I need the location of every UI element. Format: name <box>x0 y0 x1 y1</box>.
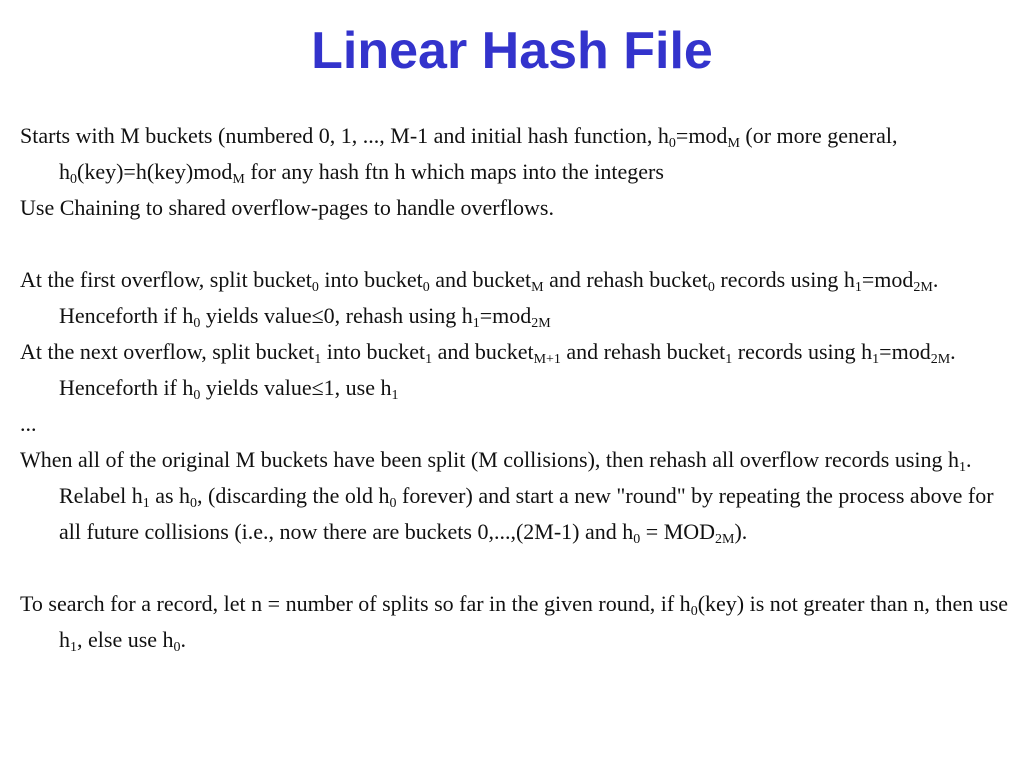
text-run: =mod <box>479 303 532 328</box>
text-run: , (discarding the old h <box>197 483 390 508</box>
text-run: . Henceforth if h <box>59 267 939 328</box>
text-run: into bucket <box>318 267 423 292</box>
paragraph-round-complete <box>20 442 1020 550</box>
subscript: 1 <box>314 352 322 367</box>
subscript: 2M <box>715 532 735 547</box>
text-run: and bucket <box>432 339 534 364</box>
subscript: M <box>232 172 245 187</box>
subscript: 1 <box>391 388 399 403</box>
text-run: At the next overflow, split bucket <box>20 339 315 364</box>
paragraph-initial-buckets <box>20 118 1020 190</box>
subscript: 0 <box>173 640 181 655</box>
subscript: 0 <box>389 496 397 511</box>
subscript: 1 <box>425 352 433 367</box>
subscript: 2M <box>930 352 951 367</box>
subscript: 0 <box>190 496 198 511</box>
text-run: . <box>180 627 187 652</box>
text-run: yields value≤0, rehash using h <box>200 303 473 328</box>
subscript: 0 <box>422 280 430 295</box>
text-run: , else use h <box>77 627 174 652</box>
subscript: 1 <box>472 316 480 331</box>
text-run: At the first overflow, split bucket <box>20 267 312 292</box>
subscript: 1 <box>959 460 967 475</box>
subscript: 1 <box>854 280 862 295</box>
text-run: (key)=h(key)mod <box>77 159 233 184</box>
text-run: forever) and start a new "round" by repeating the process above for all future collisions (i.e., now there are buckets 0,...,(2M-1) and h <box>59 483 994 544</box>
subscript: M <box>531 280 544 295</box>
text-run: Starts with M buckets (numbered 0, 1, ..., M-1 and initial hash function, h <box>20 123 669 148</box>
paragraph-first-overflow <box>20 262 1020 334</box>
text-run: yields value≤1, use h <box>200 375 392 400</box>
subscript: 0 <box>707 280 715 295</box>
paragraph-next-overflow <box>20 334 1020 406</box>
subscript: 1 <box>725 352 733 367</box>
subscript: 0 <box>311 280 319 295</box>
subscript: 1 <box>70 640 77 655</box>
text-run: Use Chaining to shared overflow-pages to handle overflows. <box>20 195 554 220</box>
subscript: 2M <box>913 280 933 295</box>
text-run: . Relabel h <box>59 447 972 508</box>
slide-title: Linear Hash File <box>311 22 713 80</box>
text-run: =mod <box>861 267 914 292</box>
text-run: =mod <box>675 123 728 148</box>
text-run: and rehash bucket <box>560 339 726 364</box>
text-run: as h <box>149 483 191 508</box>
text-run: for any hash ftn h which maps into the integers <box>244 159 664 184</box>
text-run: records using h <box>732 339 873 364</box>
paragraph-ellipsis <box>20 406 1020 442</box>
text-run: When all of the original M buckets have been split (M collisions), then rehash all overflow records using h <box>20 447 960 472</box>
text-run: =mod <box>879 339 931 364</box>
subscript: 0 <box>193 316 201 331</box>
subscript: 0 <box>70 172 77 187</box>
text-run: and bucket <box>429 267 532 292</box>
subscript: 2M <box>531 316 551 331</box>
paragraph-chaining <box>20 190 1020 226</box>
text-run: = MOD <box>640 519 716 544</box>
text-run: (or more general, h <box>59 123 898 184</box>
subscript: 0 <box>633 532 641 547</box>
text-run: . Henceforth if h <box>59 339 956 400</box>
subscript: 0 <box>193 388 201 403</box>
text-run: and rehash bucket <box>543 267 708 292</box>
text-run: into bucket <box>321 339 426 364</box>
paragraph-search <box>20 586 1020 658</box>
subscript: M+1 <box>533 352 561 367</box>
subscript: 1 <box>142 496 150 511</box>
text-run: ... <box>20 411 37 436</box>
subscript: 0 <box>668 136 676 151</box>
text-run: To search for a record, let n = number of splits so far in the given round, if h <box>20 591 691 616</box>
text-run: (key) is not greater than n, then use h <box>59 591 1009 652</box>
subscript: M <box>727 136 740 151</box>
text-run: ). <box>734 519 748 544</box>
subscript: 1 <box>872 352 880 367</box>
slide-body <box>20 118 1020 658</box>
text-run: records using h <box>714 267 855 292</box>
subscript: 0 <box>690 604 698 619</box>
